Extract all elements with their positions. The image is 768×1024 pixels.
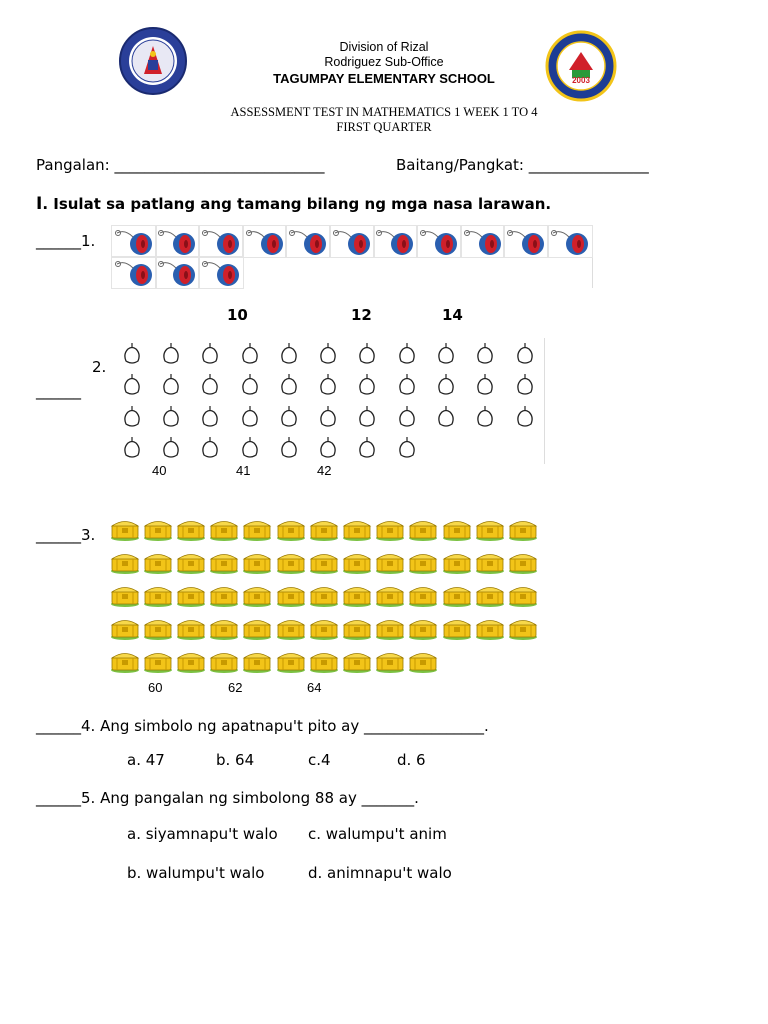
bag-icon: [426, 370, 465, 402]
bag-icon: [387, 338, 426, 370]
treasure-chest-icon: [307, 578, 340, 611]
treasure-chest-icon: [473, 512, 506, 545]
treasure-chest-icon: [506, 512, 539, 545]
q3-chest-grid: [108, 512, 540, 677]
bag-icon: [230, 433, 269, 465]
treasure-chest-icon: [141, 512, 174, 545]
treasure-chest-icon: [506, 611, 539, 644]
bag-icon: [112, 401, 151, 433]
yoyo-icon: [286, 226, 330, 257]
treasure-chest-icon: [440, 578, 473, 611]
treasure-chest-icon: [141, 545, 174, 578]
treasure-chest-icon: [407, 611, 440, 644]
treasure-chest-icon: [473, 545, 506, 578]
treasure-chest-icon: [506, 578, 539, 611]
yoyo-icon: [461, 226, 505, 257]
q1-blank[interactable]: ______1.: [36, 232, 96, 250]
yoyo-icon: [156, 257, 200, 288]
q5-choice-d: d. animnapu't walo: [308, 864, 452, 882]
treasure-chest-icon: [108, 545, 141, 578]
bag-icon: [387, 433, 426, 465]
bag-icon: [466, 338, 505, 370]
treasure-chest-icon: [274, 644, 307, 677]
bag-icon: [230, 370, 269, 402]
q2-blank[interactable]: ______: [36, 382, 81, 400]
yoyo-icon: [199, 257, 243, 288]
treasure-chest-icon: [473, 578, 506, 611]
treasure-chest-icon: [108, 644, 141, 677]
treasure-chest-icon: [307, 545, 340, 578]
treasure-chest-icon: [374, 578, 407, 611]
bag-icon: [151, 338, 190, 370]
treasure-chest-icon: [174, 644, 207, 677]
q3-blank[interactable]: ______3.: [36, 526, 96, 544]
treasure-chest-icon: [440, 611, 473, 644]
q2-choice-b: 41: [236, 463, 251, 478]
treasure-chest-icon: [241, 512, 274, 545]
bag-icon: [112, 433, 151, 465]
treasure-chest-icon: [274, 578, 307, 611]
bag-icon: [466, 370, 505, 402]
q2-bag-grid: [112, 338, 545, 464]
treasure-chest-icon: [374, 512, 407, 545]
bag-icon: [348, 433, 387, 465]
bag-icon: [269, 338, 308, 370]
bag-icon: [191, 401, 230, 433]
test-title: ASSESSMENT TEST IN MATHEMATICS 1 WEEK 1 TO 4: [230, 105, 538, 119]
bag-icon: [191, 433, 230, 465]
q5-choice-a: a. siyamnapu't walo: [127, 825, 278, 843]
yoyo-icon: [156, 226, 200, 257]
q1-choice-a: 10: [227, 306, 248, 324]
treasure-chest-icon: [440, 512, 473, 545]
yoyo-icon: [330, 226, 374, 257]
treasure-chest-icon: [174, 545, 207, 578]
q4-choice-d: d. 6: [397, 751, 426, 769]
treasure-chest-icon: [241, 611, 274, 644]
bag-icon: [151, 433, 190, 465]
treasure-chest-icon: [307, 512, 340, 545]
treasure-chest-icon: [407, 578, 440, 611]
treasure-chest-icon: [208, 545, 241, 578]
treasure-chest-icon: [141, 611, 174, 644]
bag-icon: [348, 370, 387, 402]
test-quarter: FIRST QUARTER: [336, 120, 432, 134]
q2-choice-c: 42: [317, 463, 332, 478]
yoyo-icon: [112, 226, 156, 257]
logo-year: 2003: [572, 76, 590, 85]
q4-choice-c: c.4: [308, 751, 331, 769]
treasure-chest-icon: [473, 611, 506, 644]
q5-choice-c: c. walumpu't anim: [308, 825, 447, 843]
bag-icon: [269, 370, 308, 402]
yoyo-icon: [112, 257, 156, 288]
q5-choice-b: b. walumpu't walo: [127, 864, 265, 882]
bag-icon: [309, 433, 348, 465]
q4-question[interactable]: ______4. Ang simbolo ng apatnapu't pito ay ________________.: [36, 717, 489, 735]
treasure-chest-icon: [340, 578, 373, 611]
treasure-chest-icon: [506, 545, 539, 578]
bag-icon: [348, 401, 387, 433]
bag-icon: [151, 401, 190, 433]
treasure-chest-icon: [274, 545, 307, 578]
bag-icon: [505, 401, 544, 433]
treasure-chest-icon: [274, 611, 307, 644]
bag-icon: [112, 370, 151, 402]
bag-icon: [505, 370, 544, 402]
treasure-chest-icon: [241, 644, 274, 677]
q5-question[interactable]: ______5. Ang pangalan ng simbolong 88 ay _______.: [36, 789, 419, 807]
bag-icon: [151, 370, 190, 402]
section-instruction: [36, 194, 551, 214]
bag-icon: [466, 401, 505, 433]
treasure-chest-icon: [208, 578, 241, 611]
q2-number: 2.: [92, 358, 107, 376]
instruction-text: . Isulat sa patlang ang tamang bilang ng mga nasa larawan.: [42, 195, 552, 213]
yoyo-icon: [417, 226, 461, 257]
suboffice-name: Rodriguez Sub-Office: [324, 55, 444, 69]
treasure-chest-icon: [340, 512, 373, 545]
treasure-chest-icon: [241, 578, 274, 611]
treasure-chest-icon: [340, 644, 373, 677]
q1-yoyo-grid: [112, 226, 593, 288]
bag-icon: [269, 401, 308, 433]
treasure-chest-icon: [141, 644, 174, 677]
q4-choice-b: b. 64: [216, 751, 255, 769]
bag-icon: [191, 338, 230, 370]
treasure-chest-icon: [307, 644, 340, 677]
treasure-chest-icon: [241, 545, 274, 578]
bag-icon: [505, 338, 544, 370]
bag-icon: [230, 338, 269, 370]
bag-icon: [191, 370, 230, 402]
treasure-chest-icon: [340, 545, 373, 578]
yoyo-icon: [243, 226, 287, 257]
q2-choice-a: 40: [152, 463, 167, 478]
bag-icon: [426, 338, 465, 370]
bag-icon: [387, 401, 426, 433]
treasure-chest-icon: [174, 578, 207, 611]
treasure-chest-icon: [374, 611, 407, 644]
treasure-chest-icon: [108, 578, 141, 611]
q3-choice-c: 64: [307, 680, 322, 695]
treasure-chest-icon: [174, 512, 207, 545]
bag-icon: [269, 433, 308, 465]
treasure-chest-icon: [108, 512, 141, 545]
treasure-chest-icon: [407, 512, 440, 545]
treasure-chest-icon: [407, 644, 440, 677]
q3-choice-a: 60: [148, 680, 163, 695]
division-name: Division of Rizal: [339, 40, 429, 54]
yoyo-icon: [504, 226, 548, 257]
bag-icon: [112, 338, 151, 370]
q1-choice-b: 12: [351, 306, 372, 324]
q1-choice-c: 14: [442, 306, 463, 324]
yoyo-icon: [199, 226, 243, 257]
q4-choice-a: a. 47: [127, 751, 165, 769]
treasure-chest-icon: [307, 611, 340, 644]
grade-field[interactable]: Baitang/Pangkat: ________________: [396, 156, 649, 174]
bag-icon: [309, 338, 348, 370]
yoyo-icon: [548, 226, 592, 257]
bag-icon: [426, 401, 465, 433]
name-field[interactable]: Pangalan: ____________________________: [36, 156, 325, 174]
treasure-chest-icon: [208, 644, 241, 677]
q3-choice-b: 62: [228, 680, 243, 695]
bag-icon: [309, 370, 348, 402]
treasure-chest-icon: [208, 512, 241, 545]
treasure-chest-icon: [174, 611, 207, 644]
section-roman: I: [36, 194, 43, 214]
yoyo-icon: [374, 226, 418, 257]
bag-icon: [348, 338, 387, 370]
bag-icon: [309, 401, 348, 433]
treasure-chest-icon: [274, 512, 307, 545]
school-name: TAGUMPAY ELEMENTARY SCHOOL: [273, 71, 495, 86]
treasure-chest-icon: [141, 578, 174, 611]
treasure-chest-icon: [440, 545, 473, 578]
treasure-chest-icon: [407, 545, 440, 578]
treasure-chest-icon: [374, 545, 407, 578]
treasure-chest-icon: [340, 611, 373, 644]
bag-icon: [387, 370, 426, 402]
treasure-chest-icon: [374, 644, 407, 677]
treasure-chest-icon: [208, 611, 241, 644]
bag-icon: [230, 401, 269, 433]
treasure-chest-icon: [108, 611, 141, 644]
